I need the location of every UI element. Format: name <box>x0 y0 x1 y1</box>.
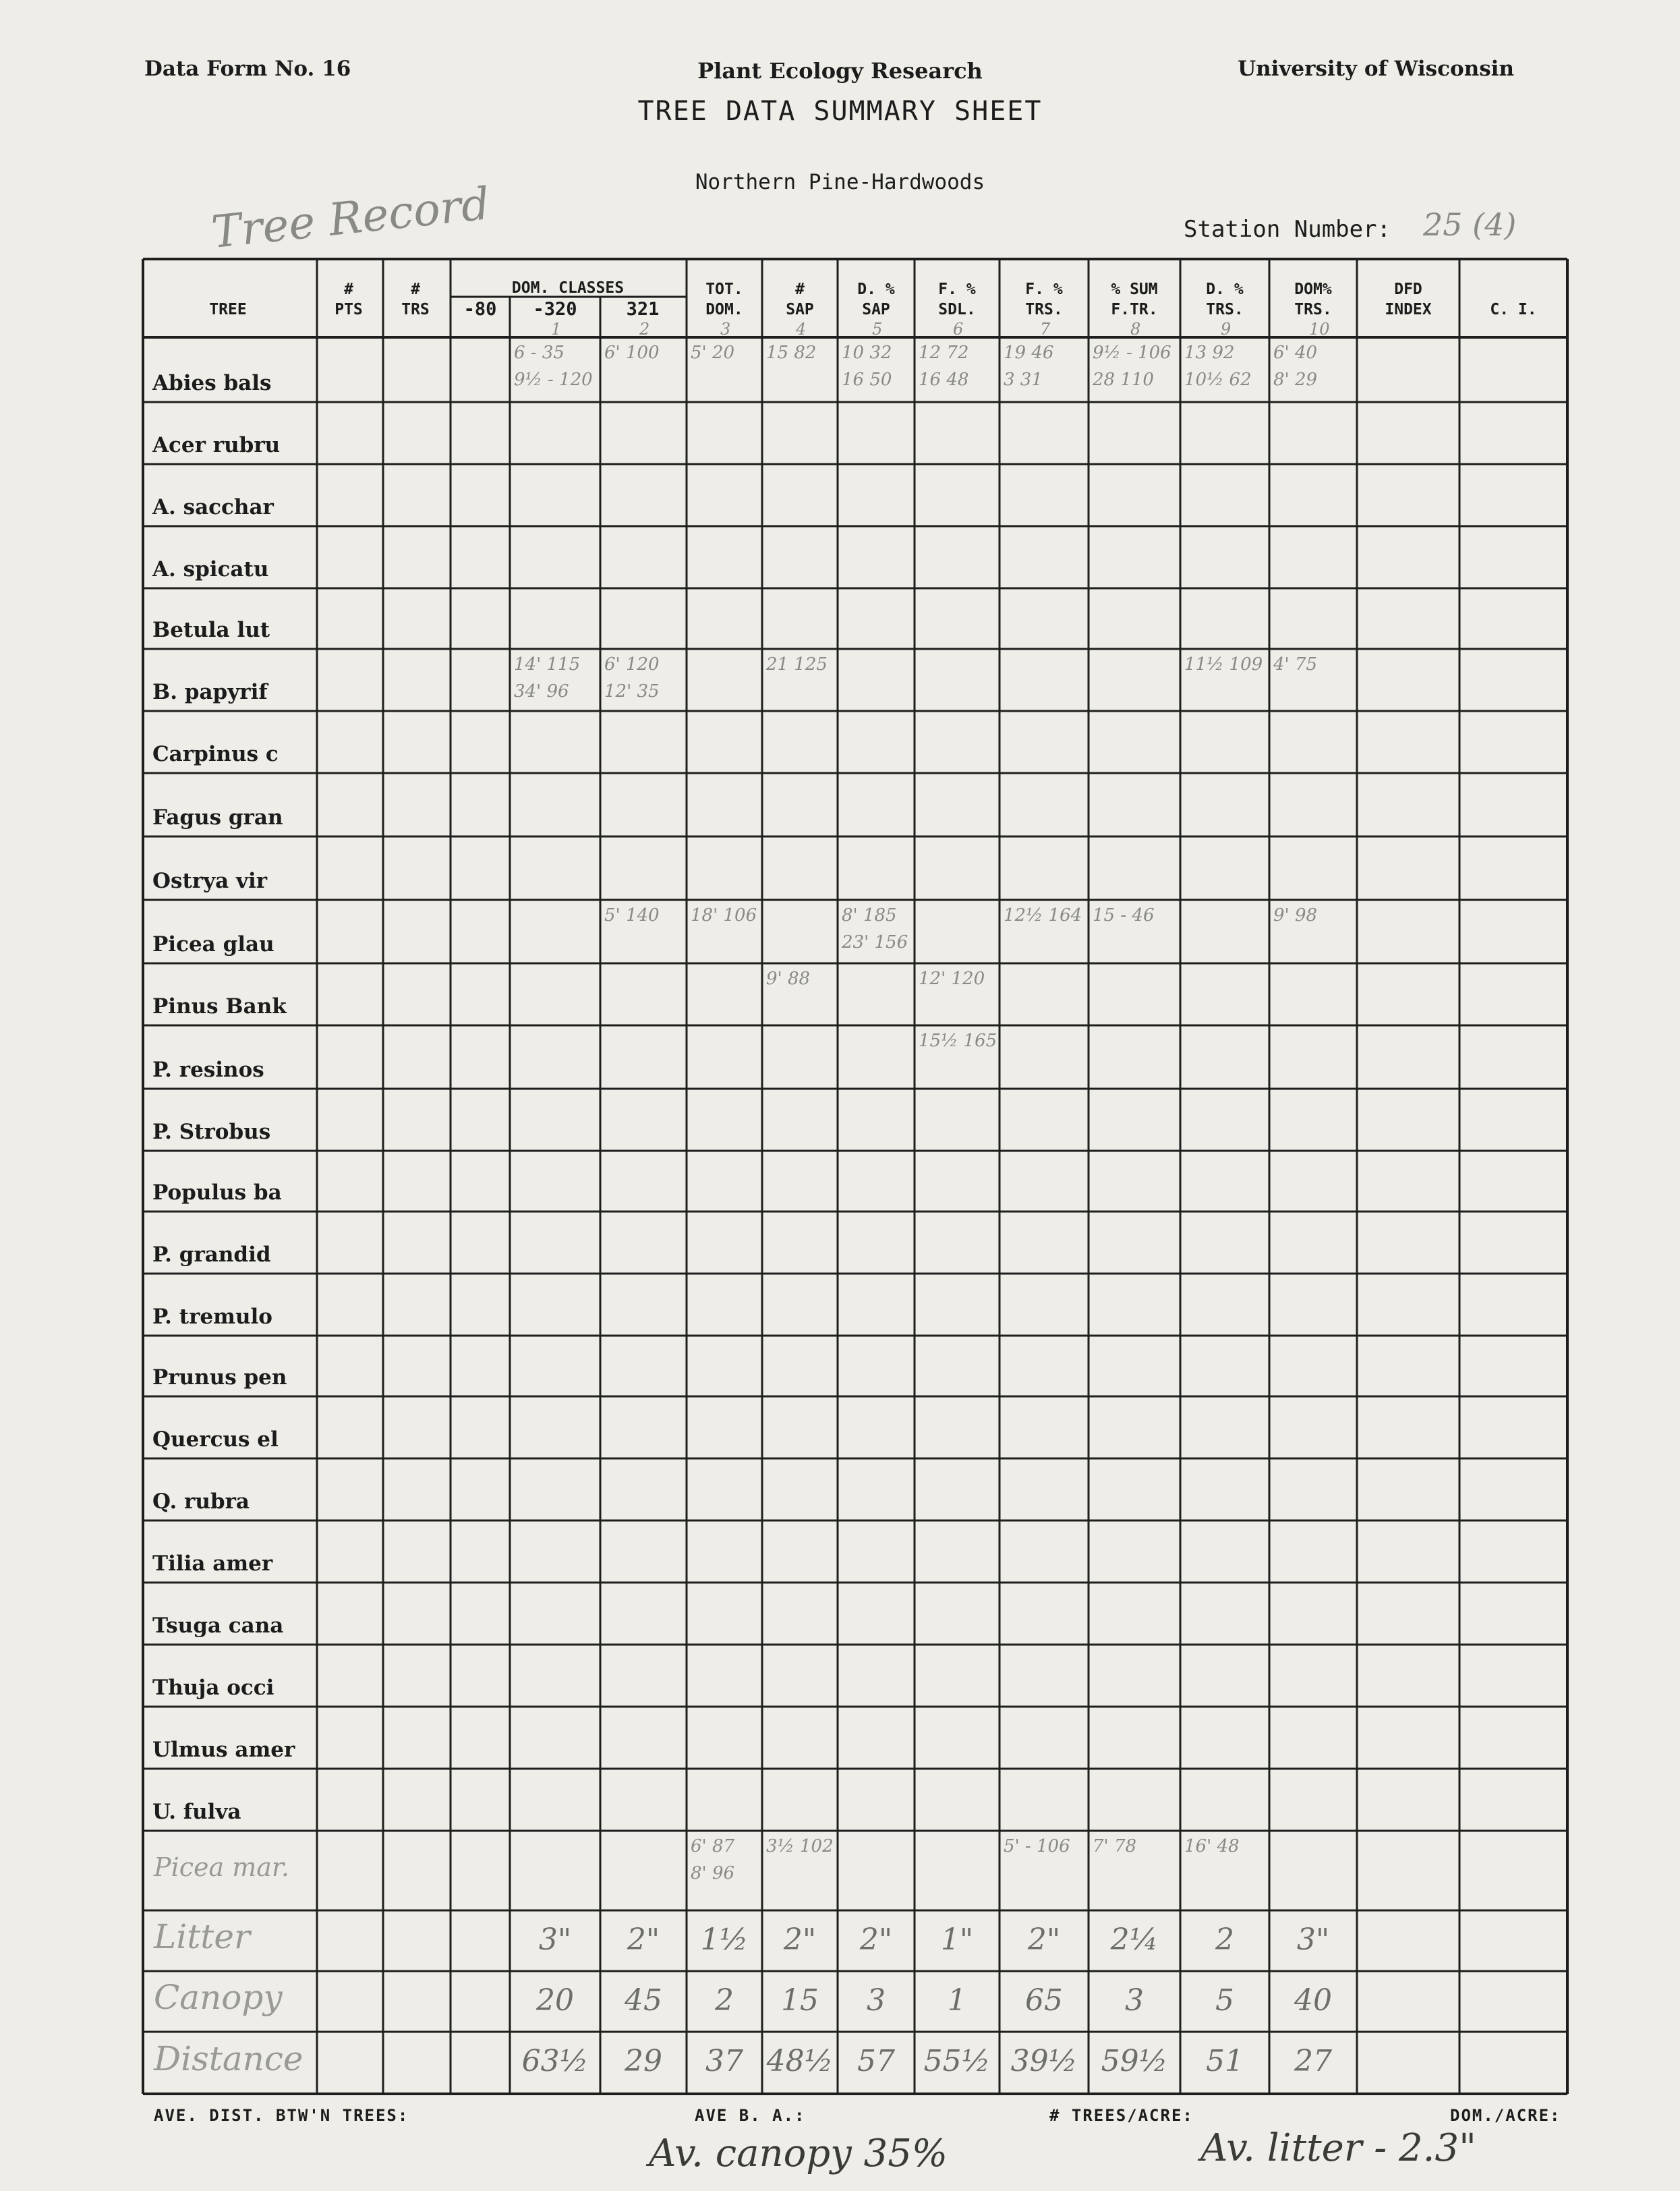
cell-entry: 19 46 <box>1004 343 1054 363</box>
species-label: Ulmus amer <box>152 1738 295 1762</box>
cell-entry: 6' 100 <box>604 343 660 363</box>
column-number: 6 <box>953 320 964 339</box>
cell-entry: 9' 98 <box>1273 905 1318 926</box>
cell-entry: 3 31 <box>1004 370 1043 390</box>
canopy-value: 65 <box>1025 1983 1063 2018</box>
canopy-value: 15 <box>781 1983 819 2018</box>
species-label: B. papyrif <box>152 680 268 704</box>
ave-dist-label: AVE. DIST. BTW'N TREES: <box>154 2106 409 2125</box>
canopy-value: 2 <box>715 1983 734 2018</box>
cell-entry: 15½ 165 <box>919 1031 997 1051</box>
page-title: TREE DATA SUMMARY SHEET <box>637 96 1043 127</box>
handwritten-row-label: Picea mar. <box>154 1852 289 1883</box>
column-number: 3 <box>720 320 731 339</box>
species-label: A. spicatu <box>152 557 269 581</box>
col-d-sap-header: D. % SAP <box>857 281 895 318</box>
species-label: Carpinus c <box>152 742 279 766</box>
distance-value: 48½ <box>766 2044 834 2078</box>
col-dom-80-header: -80 <box>463 299 497 320</box>
species-label: Picea glau <box>152 932 274 957</box>
species-label: Populus ba <box>152 1180 282 1205</box>
species-label: Thuja occi <box>152 1676 274 1700</box>
column-number: 9 <box>1221 320 1232 339</box>
species-label: Abies bals <box>152 371 272 395</box>
litter-value: 2" <box>859 1923 893 1957</box>
distance-value: 29 <box>625 2044 662 2078</box>
col-dom-trs-header: DOM% TRS. <box>1294 281 1332 318</box>
cell-entry: 12' 35 <box>604 681 660 702</box>
cell-entry: 7' 78 <box>1093 1836 1137 1856</box>
distance-value: 63½ <box>521 2044 589 2078</box>
cell-entry: 3½ 102 <box>766 1836 834 1856</box>
cell-entry: 16' 48 <box>1184 1836 1240 1856</box>
cell-entry: 13 92 <box>1184 343 1235 363</box>
tree-record-note: Tree Record <box>208 177 492 258</box>
cell-entry: 8' 96 <box>691 1863 735 1883</box>
species-label: Ostrya vir <box>152 869 268 893</box>
litter-value: 1½ <box>700 1923 749 1957</box>
handwritten-row-label: Distance <box>154 2039 303 2078</box>
col-f-sdl-header: F. % SDL. <box>938 281 976 318</box>
species-label: A. sacchar <box>152 495 274 519</box>
distance-value: 59½ <box>1101 2044 1168 2078</box>
col-trs-header: # TRS <box>401 281 430 318</box>
station-number-value: 25 (4) <box>1423 206 1517 243</box>
column-number: 7 <box>1040 320 1051 339</box>
canopy-value: 45 <box>625 1983 662 2018</box>
litter-value: 2" <box>783 1923 817 1957</box>
column-number: 8 <box>1130 320 1141 339</box>
canopy-value: 3 <box>867 1983 886 2018</box>
cell-entry: 6' 40 <box>1273 343 1318 363</box>
trees-per-acre-label: # TREES/ACRE: <box>1049 2106 1194 2125</box>
species-label: Quercus el <box>152 1427 279 1452</box>
species-label: P. grandid <box>152 1243 271 1267</box>
species-label: P. Strobus <box>152 1120 271 1144</box>
canopy-value: 20 <box>536 1983 574 2018</box>
cell-entry: 8' 29 <box>1273 370 1318 390</box>
cell-entry: 6 - 35 <box>514 343 564 363</box>
cell-entry: 23' 156 <box>842 932 908 952</box>
cell-entry: 9' 88 <box>766 969 811 989</box>
canopy-value: 1 <box>948 1983 966 2018</box>
col-pts-header: # PTS <box>335 281 363 318</box>
cell-entry: 16 50 <box>842 370 892 390</box>
university: University of Wisconsin <box>1238 57 1514 81</box>
distance-value: 51 <box>1206 2044 1244 2078</box>
litter-value: 2" <box>627 1923 660 1957</box>
cell-entry: 15 - 46 <box>1093 905 1155 926</box>
litter-value: 3" <box>1296 1923 1330 1957</box>
cell-entry: 10½ 62 <box>1184 370 1252 390</box>
species-label: Pinus Bank <box>152 994 287 1019</box>
cell-entry: 6' 87 <box>691 1836 735 1856</box>
species-label: Q. rubra <box>152 1489 250 1514</box>
average-litter-note: Av. litter - 2.3" <box>1200 2126 1476 2170</box>
dom-per-acre-label: DOM./ACRE: <box>1450 2106 1561 2125</box>
cell-entry: 9½ - 106 <box>1093 343 1171 363</box>
species-label: Tsuga cana <box>152 1614 284 1638</box>
cell-entry: 9½ - 120 <box>514 370 593 390</box>
handwritten-row-label: Litter <box>154 1917 250 1956</box>
species-label: Betula lut <box>152 618 270 642</box>
ave-ba-label: AVE B. A.: <box>695 2106 806 2125</box>
cell-entry: 21 125 <box>766 654 828 675</box>
cell-entry: 15 82 <box>766 343 817 363</box>
distance-value: 37 <box>705 2044 743 2078</box>
litter-value: 2" <box>1027 1923 1061 1957</box>
cell-entry: 16 48 <box>919 370 969 390</box>
cell-entry: 5' 140 <box>604 905 660 926</box>
col-d-trs-header: D. % TRS. <box>1206 281 1244 318</box>
species-label: P. tremulo <box>152 1305 272 1329</box>
canopy-value: 40 <box>1294 1983 1332 2018</box>
average-canopy-note: Av. canopy 35% <box>649 2132 948 2175</box>
col-sum-ftr-header: % SUM F.TR. <box>1111 281 1158 318</box>
column-number: 10 <box>1309 320 1330 339</box>
col-tree-header: TREE <box>209 301 247 318</box>
cell-entry: 18' 106 <box>691 905 757 926</box>
litter-value: 2 <box>1215 1923 1234 1957</box>
cell-entry: 12 72 <box>919 343 969 363</box>
canopy-value: 5 <box>1215 1983 1234 2018</box>
cell-entry: 34' 96 <box>514 681 569 702</box>
cell-entry: 10 32 <box>842 343 892 363</box>
cell-entry: 12' 120 <box>919 969 985 989</box>
cell-entry: 12½ 164 <box>1004 905 1082 926</box>
distance-value: 39½ <box>1010 2044 1078 2078</box>
forest-type-subtitle: Northern Pine-Hardwoods <box>695 170 985 194</box>
litter-value: 2¼ <box>1110 1923 1159 1957</box>
species-label: Acer rubru <box>152 433 281 457</box>
form-number: Data Form No. 16 <box>144 57 351 81</box>
cell-entry: 6' 120 <box>604 654 660 675</box>
column-number: 4 <box>796 320 807 339</box>
col-dom-classes-header: DOM. CLASSES <box>511 279 625 297</box>
litter-value: 3" <box>538 1923 572 1957</box>
cell-entry: 14' 115 <box>514 654 581 675</box>
column-number: 1 <box>551 320 562 339</box>
organization: Plant Ecology Research <box>697 58 983 84</box>
col-dom-321-header: 321 <box>626 299 660 320</box>
cell-entry: 4' 75 <box>1273 654 1318 675</box>
cell-entry: 5' - 106 <box>1004 1836 1070 1856</box>
column-number: 2 <box>639 320 650 339</box>
species-label: U. fulva <box>152 1800 241 1824</box>
species-label: P. resinos <box>152 1058 264 1082</box>
col-sap-header: # SAP <box>786 281 814 318</box>
canopy-value: 3 <box>1125 1983 1144 2018</box>
cell-entry: 11½ 109 <box>1184 654 1263 675</box>
station-number-label: Station Number: <box>1184 216 1391 243</box>
column-number: 5 <box>872 320 883 339</box>
col-tot-dom-header: TOT. DOM. <box>705 281 743 318</box>
col-f-trs-header: F. % TRS. <box>1025 281 1063 318</box>
distance-value: 55½ <box>923 2044 991 2078</box>
handwritten-row-label: Canopy <box>154 1978 283 2017</box>
col-dfd-index-header: DFD INDEX <box>1385 281 1432 318</box>
cell-entry: 5' 20 <box>691 343 735 363</box>
cell-entry: 28 110 <box>1093 370 1154 390</box>
cell-entry: 8' 185 <box>842 905 897 926</box>
distance-value: 27 <box>1294 2044 1332 2078</box>
species-label: Tilia amer <box>152 1552 273 1576</box>
species-label: Prunus pen <box>152 1365 287 1390</box>
litter-value: 1" <box>940 1923 974 1957</box>
species-label: Fagus gran <box>152 805 283 830</box>
col-ci-header: C. I. <box>1490 301 1537 318</box>
distance-value: 57 <box>857 2044 895 2078</box>
col-dom-320-header: -320 <box>533 299 577 320</box>
